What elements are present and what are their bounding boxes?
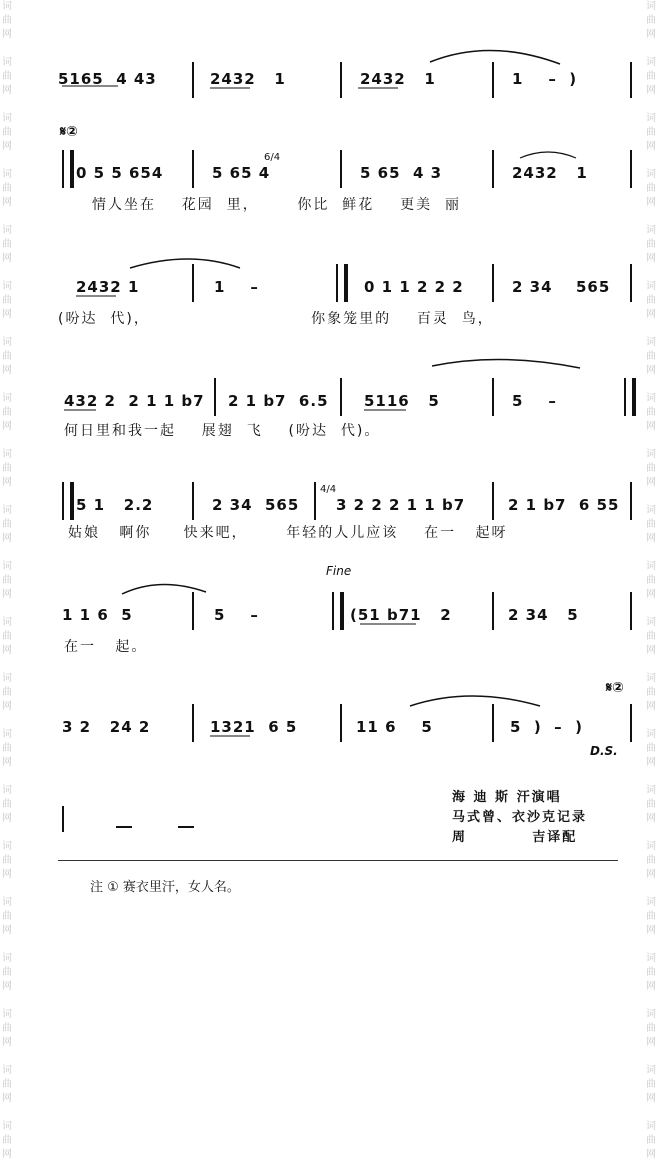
notes: 1 1 6 5 [62,606,133,624]
notes: 2432 1 [76,278,140,296]
fine-mark: Fine [326,564,352,578]
watermark-left: 词 曲 网 词 曲 网 词 曲 网 词 曲 网 词 曲 网 词 曲 网 词 曲 网 词 曲 网 词 曲 网 词 曲 网 词 曲 网 词 曲 网 词 曲 网 词 曲 网 词 曲 网 词 曲 网 词 曲 网 词 曲 网 词 曲 网 词 曲 网 词 曲 网 [2,1,12,1160]
notes: (51 b71 2 [350,606,452,624]
notes: 5 65 4 3 [360,164,443,182]
dash [116,826,132,828]
notes: 0 1 1 2 2 2 [364,278,464,296]
segno-mark: 𝄋② [60,124,78,140]
divider [58,860,618,861]
notes: 2 34 565 [212,496,300,514]
lyrics: 何日里和我一起 展翅 飞 (吩达 代)。 [64,423,381,439]
ds-mark: D.S. [590,744,618,758]
watermark-right: 词 曲 网 词 曲 网 词 曲 网 词 曲 网 词 曲 网 词 曲 网 词 曲 网 词 曲 网 词 曲 网 词 曲 网 词 曲 网 词 曲 网 词 曲 网 词 曲 网 词 曲 网 词 曲 网 词 曲 网 词 曲 网 词 曲 网 词 曲 网 词 曲 网 [646,1,656,1160]
lyrics: (吩达 代)， 你象笼里的 百灵 鸟， [58,311,494,327]
dash [178,826,194,828]
lyrics: 姑娘 啊你 快来吧， 年轻的人儿应该 在一 起呀 [68,525,508,541]
lyrics: 情人坐在 花园 里， 你比 鲜花 更美 丽 [92,197,462,213]
notes: 5 65 4 [212,164,271,182]
notes: 1321 6 5 [210,718,298,736]
footnote: 注 ① 赛衣里汗，女人名。 [90,880,240,895]
notes: 5 – [214,606,259,624]
notes: 1 – [214,278,259,296]
notes: 1 – ) [512,70,578,88]
credit-translator: 周 吉译配 [452,830,578,845]
credit-singer: 海 迪 斯 汗演唱 [452,790,562,805]
lyrics: 在一 起。 [64,639,148,655]
notes: 11 6 5 [356,718,433,736]
time-signature: 4/4 [320,484,337,495]
notes: 2432 1 [512,164,588,182]
notes: 5165 4 43 [58,70,157,88]
notes: 5116 5 [364,392,440,410]
credit-recorder: 马式曾、衣沙克记录 [452,810,588,825]
notes: 5 1 2.2 [76,496,154,514]
notes: 2 34 [512,278,553,296]
notes: 5 ) – ) [510,718,583,736]
notes: 5 – [512,392,557,410]
credits [452,788,587,848]
notes: 565 [576,278,611,296]
segno-mark-end: 𝄋② [606,680,624,696]
notes: 2432 1 [360,70,436,88]
notes: 432 2 2 1 1 b7 [64,392,205,410]
notes: 2 34 5 [508,606,579,624]
notes: 2 1 b7 6 55 [508,496,620,514]
time-signature: 6/4 [264,152,281,163]
barline [62,806,64,832]
notes: 2 1 b7 6.5 [228,392,329,410]
notes: 3 2 24 2 [62,718,151,736]
notes: 0 5 5 654 [76,164,164,182]
notes: 2432 1 [210,70,286,88]
notes: 3 2 2 2 1 1 b7 [336,496,466,514]
